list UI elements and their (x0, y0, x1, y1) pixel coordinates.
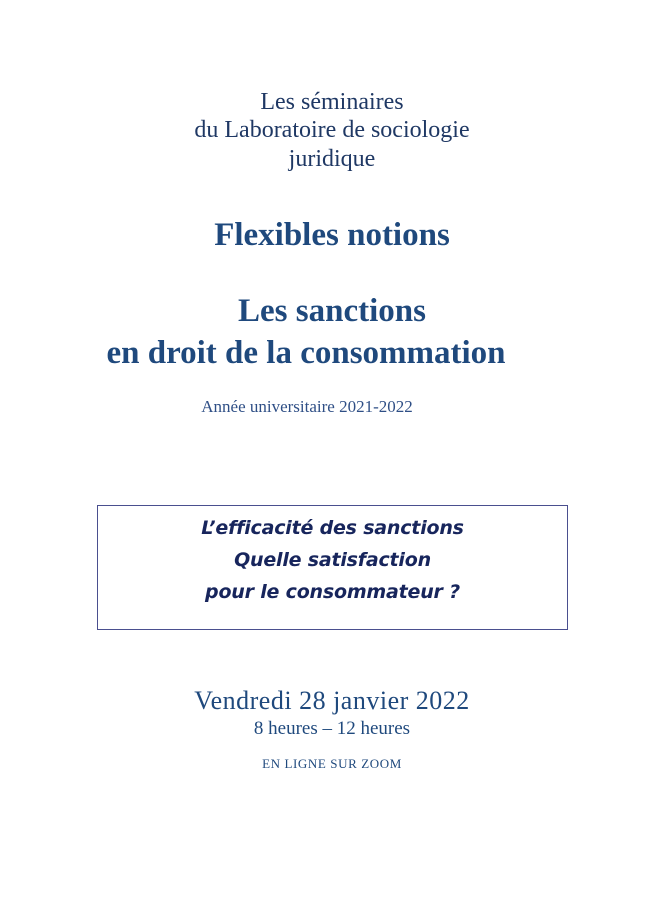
event-hours: 8 heures – 12 heures (253, 718, 411, 739)
event-venue: EN LIGNE SUR ZOOM (262, 756, 402, 771)
series-line-2: du Laboratoire de sociologie (194, 117, 470, 143)
session-title-box (97, 505, 568, 630)
session-line-1: L’efficacité des sanctions (201, 517, 464, 539)
topic-title-line-1: Les sanctions (238, 293, 426, 329)
academic-year: Année universitaire 2021-2022 (201, 397, 413, 416)
topic-title-line-2: en droit de la consommation (106, 335, 506, 371)
series-line-1: Les séminaires (260, 89, 404, 115)
series-line-3: juridique (288, 146, 376, 172)
event-date: Vendredi 28 janvier 2022 (194, 686, 470, 715)
cycle-title: Flexibles notions (214, 217, 450, 253)
session-line-2: Quelle satisfaction (234, 549, 431, 571)
session-line-3: pour le consommateur ? (205, 581, 460, 603)
